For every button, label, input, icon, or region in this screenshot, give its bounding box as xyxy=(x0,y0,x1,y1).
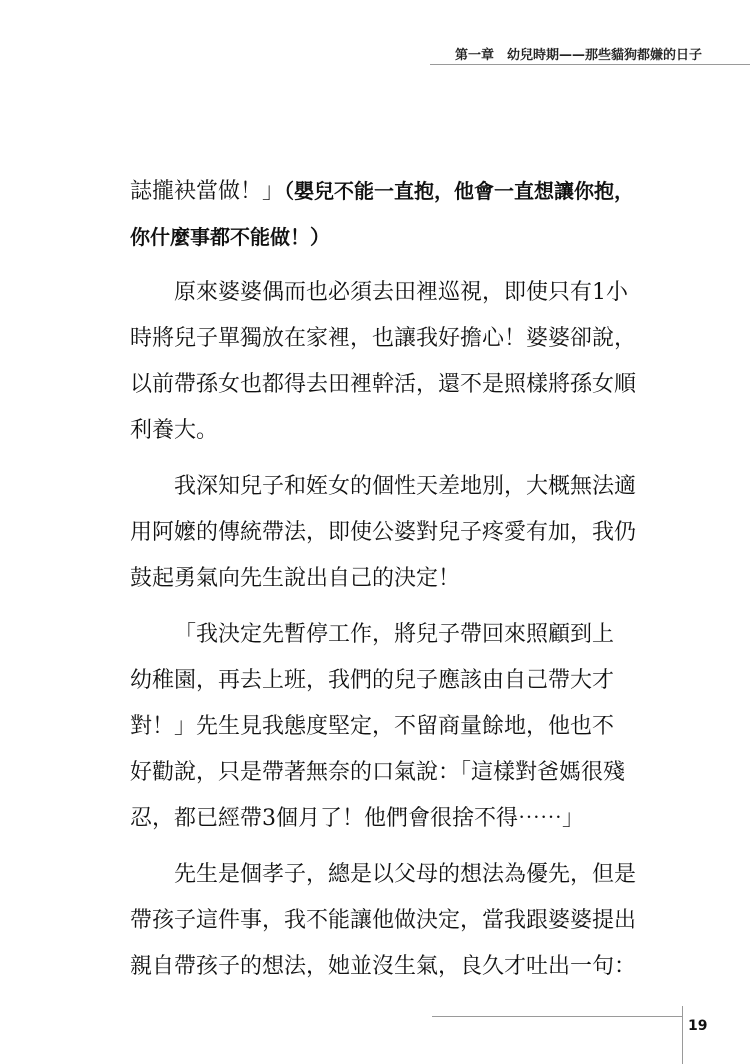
paragraph-4-line-2: 幼稚園，再去上班，我們的兒子應該由自己帶大才 xyxy=(130,668,615,693)
page-number: 19 xyxy=(688,1018,708,1034)
paragraph-3-line-1: 我深知兒子和姪女的個性天差地別，大概無法適 xyxy=(174,474,637,499)
footer-rule xyxy=(432,1016,682,1017)
paragraph-4-line-4: 好勸說，只是帶著無奈的口氣說：「這樣對爸媽很殘 xyxy=(130,760,626,785)
paragraph-5-line-3: 親自帶孩子的想法，她並沒生氣，良久才吐出一句： xyxy=(130,954,637,979)
paragraph-1-line-1 xyxy=(130,168,635,214)
paragraph-5-line-2: 帶孩子這件事，我不能讓他做決定，當我跟婆婆提出 xyxy=(130,908,637,933)
dialect-quote: 誌攏袂當做！」 xyxy=(130,179,285,204)
paragraph-5-line-1: 先生是個孝子，總是以父母的想法為優先，但是 xyxy=(174,862,637,887)
paragraph-2-line-3: 以前帶孫女也都得去田裡幹活，還不是照樣將孫女順 xyxy=(130,372,637,397)
paragraph-4-line-5: 忍，都已經帶3個月了！他們會很捨不得⋯⋯」 xyxy=(130,806,584,831)
paragraph-4-line-3: 對！」先生見我態度堅定，不留商量餘地，他也不 xyxy=(130,714,615,739)
paragraph-2-line-1: 原來婆婆偶而也必須去田裡巡視，即使只有1小 xyxy=(174,280,628,305)
body-text xyxy=(130,168,637,990)
paragraph-3-line-2: 用阿嬤的傳統帶法，即使公婆對兒子疼愛有加，我仍 xyxy=(130,520,637,545)
footer-tick xyxy=(682,1006,683,1064)
translation-bold: （嬰兒不能一直抱，他會一直想讓你抱， xyxy=(284,179,635,203)
paragraph-2-line-4: 利養大。 xyxy=(130,418,219,443)
running-head: 第一章 幼兒時期——那些貓狗都嫌的日子 xyxy=(454,48,702,63)
paragraph-2-line-2: 時將兒子單獨放在家裡，也讓我好擔心！婆婆卻說， xyxy=(130,326,637,351)
paragraph-3-line-3: 鼓起勇氣向先生說出自己的決定！ xyxy=(130,566,461,591)
header-rule xyxy=(430,64,750,65)
paragraph-1-line-2: 你什麼事都不能做！） xyxy=(130,225,330,249)
paragraph-4-line-1: 「我決定先暫停工作，將兒子帶回來照顧到上 xyxy=(174,622,615,647)
